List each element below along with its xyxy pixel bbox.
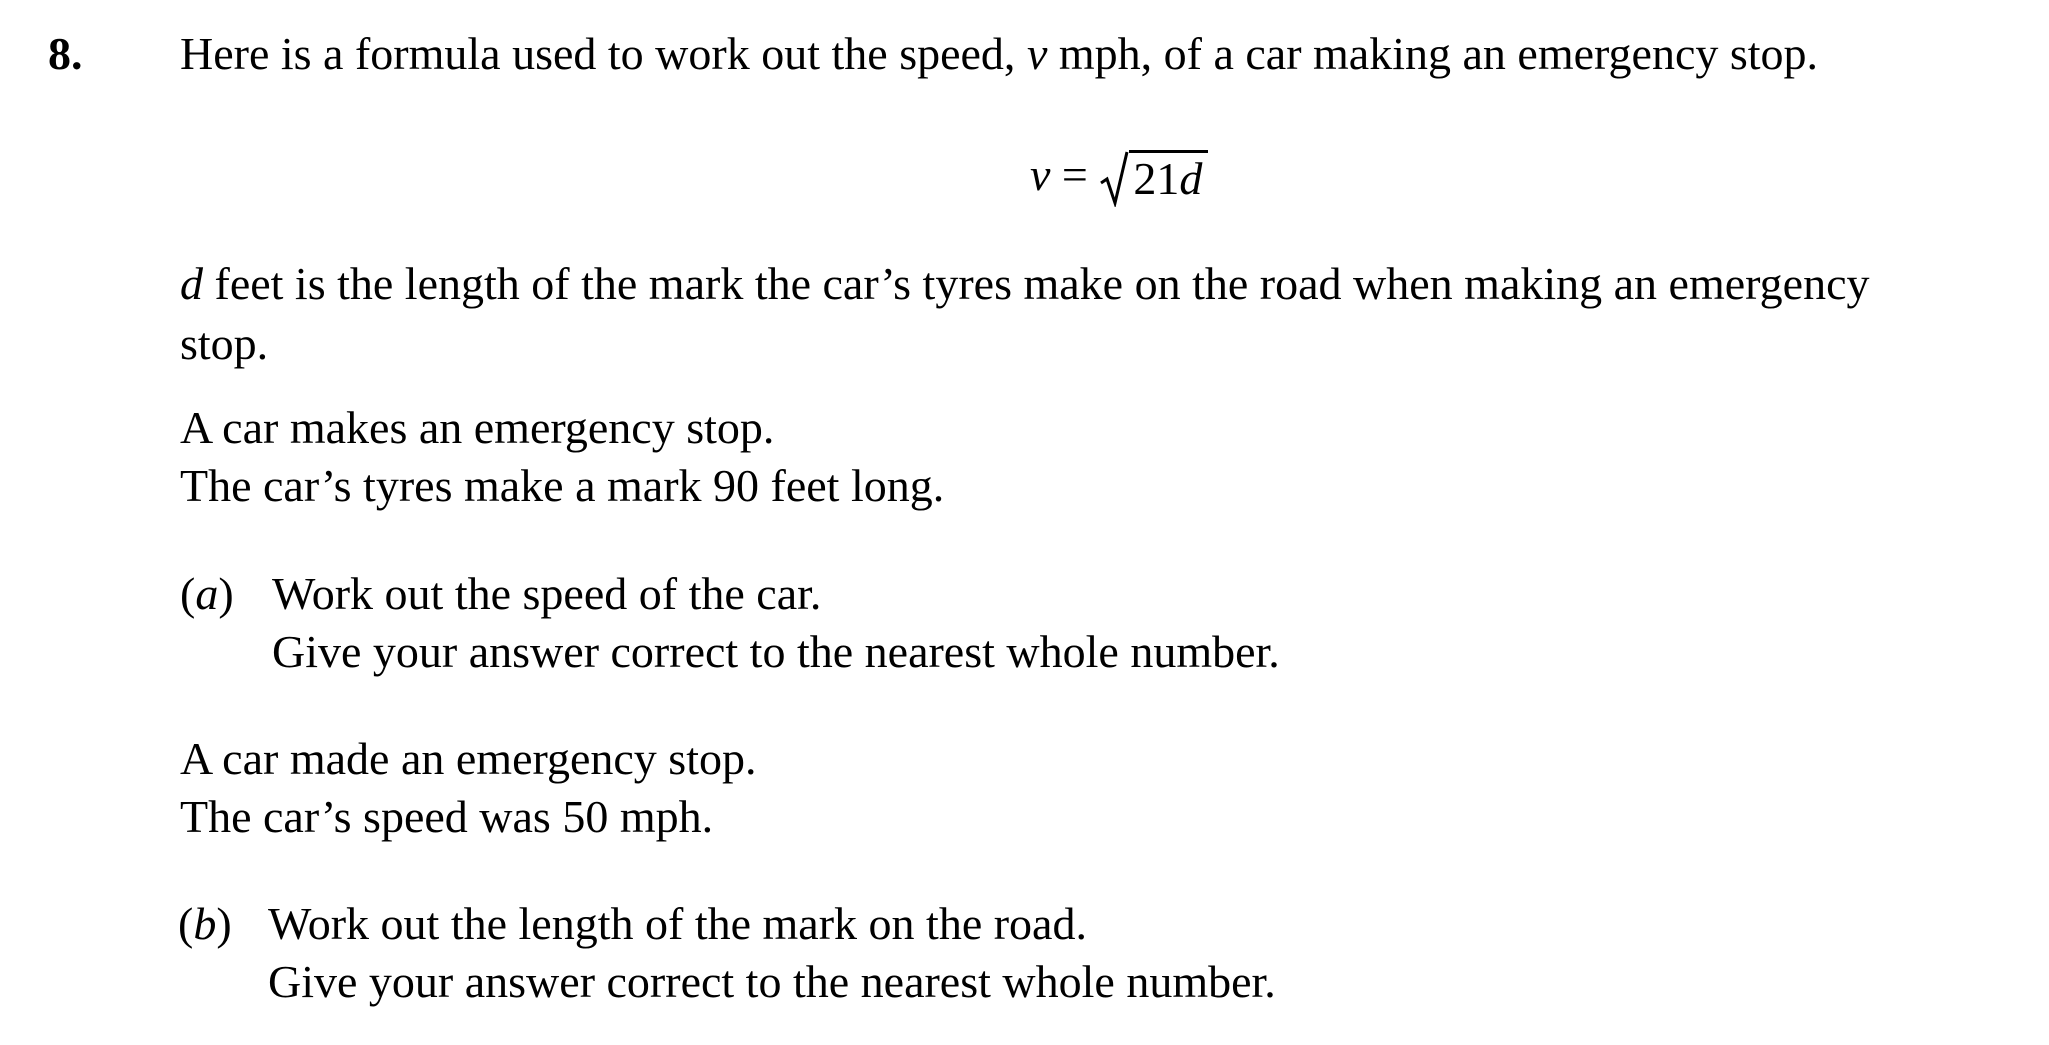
radicand [1129, 150, 1208, 205]
part-b-paren-open: ( [178, 898, 194, 949]
part-b-line-2: Give your answer correct to the nearest whole number. [268, 956, 1276, 1007]
definition-variable-d: d [180, 258, 203, 309]
intro-text-end: mph, of a car making an emergency stop. [1047, 28, 1819, 79]
part-b-paren-close: ) [216, 898, 232, 949]
scenario-a-line-2: The car’s tyres make a mark 90 feet long. [180, 460, 945, 511]
part-b-letter: b [193, 898, 217, 949]
radicand-number: 21 [1133, 153, 1180, 205]
formula-equals: = [1050, 149, 1100, 200]
definition-line-2: stop. [180, 318, 269, 369]
square-root [1099, 149, 1208, 209]
formula-lhs: v [1030, 149, 1051, 200]
part-a-line-1: Work out the speed of the car. [272, 568, 822, 619]
definition-line-1 [180, 258, 1870, 310]
scenario-b-line-2: The car’s speed was 50 mph. [180, 791, 714, 842]
radicand-variable: d [1179, 153, 1203, 205]
intro-variable-v: v [1026, 28, 1048, 79]
scenario-a-line-1: A car makes an emergency stop. [180, 402, 775, 453]
speed-formula [1030, 145, 1208, 209]
part-a-paren-close: ) [218, 568, 234, 619]
part-b-line-1: Work out the length of the mark on the road. [268, 898, 1087, 949]
intro-text-start: Here is a formula used to work out the speed, [180, 28, 1027, 79]
definition-text: feet is the length of the mark the car’s tyres make on the road when making an emergency [203, 258, 1870, 309]
question-intro [180, 28, 1818, 80]
radical-sign-icon [1099, 149, 1129, 207]
scenario-b-line-1: A car made an emergency stop. [180, 733, 757, 784]
part-a-letter: a [195, 568, 219, 619]
part-a-label [180, 568, 234, 620]
part-b-label [178, 898, 232, 950]
question-number: 8. [48, 28, 83, 79]
part-a-line-2: Give your answer correct to the nearest whole number. [272, 626, 1280, 677]
part-a-paren-open: ( [180, 568, 196, 619]
